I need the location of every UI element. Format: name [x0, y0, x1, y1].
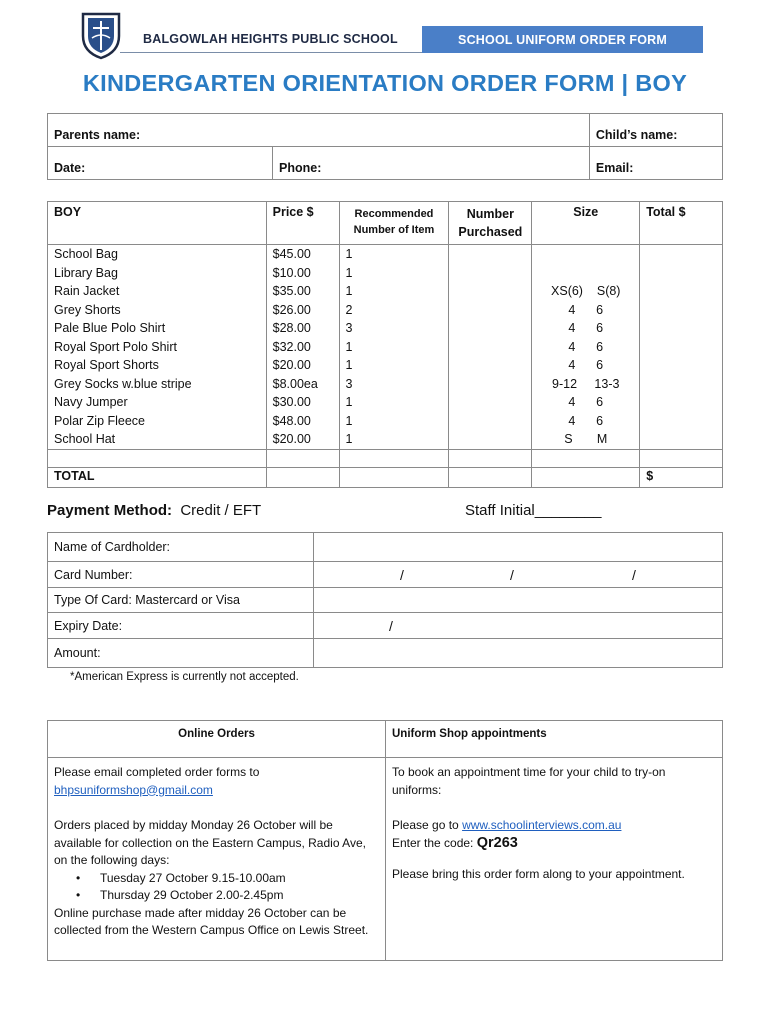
- size-column[interactable]: [532, 245, 640, 450]
- card-number-separator: /: [632, 566, 636, 583]
- size-options: 4 6: [568, 302, 604, 317]
- item-name: Grey Socks w.blue stripe: [54, 376, 192, 391]
- collection-date: • Tuesday 27 October 9.15-10.00am: [78, 870, 379, 888]
- item-name: Rain Jacket: [54, 284, 120, 298]
- item-price: $26.00: [272, 302, 311, 317]
- item-price: $32.00: [272, 339, 311, 354]
- recommended-count: 3: [345, 376, 353, 391]
- expiry-input[interactable]: [314, 613, 723, 639]
- item-price: $30.00: [272, 395, 311, 409]
- appointment-intro: To book an appointment time for your child to try-on uniforms:: [392, 765, 666, 797]
- col-header-total: Total $: [640, 202, 723, 245]
- item-name: Royal Sport Shorts: [54, 358, 159, 372]
- size-options: 9-12 13-3: [552, 376, 620, 391]
- collection-dates-list: [54, 870, 379, 905]
- size-options: 4 6: [568, 413, 604, 428]
- item-price: $45.00: [272, 247, 311, 261]
- item-names-column: [48, 245, 267, 450]
- card-type-input[interactable]: [314, 588, 723, 613]
- staff-initial-field[interactable]: Staff Initial________: [465, 502, 602, 519]
- uniform-shop-email-link[interactable]: bhpsuniformshop@gmail.com: [54, 782, 213, 797]
- cardholder-input[interactable]: [314, 533, 723, 562]
- size-options: 4 6: [568, 321, 604, 335]
- grand-total-field[interactable]: $: [640, 467, 723, 487]
- item-name: Royal Sport Polo Shirt: [54, 339, 177, 354]
- amex-note: *American Express is currently not accepted.: [70, 671, 299, 683]
- total-label: TOTAL: [48, 467, 267, 487]
- total-row: [48, 467, 723, 487]
- card-number-label: Card Number:: [48, 562, 314, 588]
- recommended-count: 1: [345, 339, 353, 354]
- item-price: $48.00: [272, 413, 311, 428]
- amount-input[interactable]: [314, 639, 723, 668]
- size-options: 4 6: [568, 395, 604, 409]
- date-field[interactable]: Date:: [48, 147, 273, 180]
- item-price: $8.00ea: [272, 376, 318, 391]
- online-orders-header: Online Orders: [48, 721, 386, 758]
- online-orders-intro: Please email completed order forms to: [54, 765, 260, 779]
- recommended-count: 1: [345, 247, 353, 261]
- size-options: [538, 264, 633, 283]
- phone-field[interactable]: Phone:: [273, 147, 590, 180]
- col-header-purchased: Number Purchased: [449, 202, 532, 245]
- late-order-info: Online purchase made after midday 26 October can be collected from the Western Campus Office on Lewis Street.: [54, 905, 369, 937]
- col-header-size: Size: [532, 202, 640, 245]
- school-crest-logo: [80, 10, 122, 60]
- col-header-item: BOY: [48, 202, 267, 245]
- bring-form-note: Please bring this order form along to your appointment.: [392, 867, 685, 881]
- online-orders-body: [48, 758, 386, 961]
- col-header-price: Price $: [266, 202, 339, 245]
- item-name: Library Bag: [54, 265, 118, 280]
- booking-code: Qr263: [476, 834, 518, 851]
- expiry-separator: /: [389, 617, 393, 634]
- form-type-banner: SCHOOL UNIFORM ORDER FORM: [422, 26, 703, 53]
- card-number-separator: /: [400, 566, 404, 583]
- item-prices-column: [266, 245, 339, 450]
- size-options: 4 6: [568, 339, 604, 354]
- blank-row: [48, 449, 723, 467]
- collection-date: • Thursday 29 October 2.00-2.45pm: [78, 887, 379, 905]
- amount-label: Amount:: [48, 639, 314, 668]
- uniform-items-table: [47, 201, 723, 488]
- contact-info-table: [47, 113, 723, 180]
- size-options: 4 6: [568, 358, 604, 372]
- ordering-info-table: [47, 720, 723, 961]
- number-purchased-field[interactable]: [449, 245, 532, 450]
- line-total-field[interactable]: [640, 245, 723, 450]
- expiry-label: Expiry Date:: [48, 613, 314, 639]
- item-name: School Hat: [54, 432, 116, 446]
- item-name: Polar Zip Fleece: [54, 413, 146, 428]
- recommended-column: [339, 245, 449, 450]
- uniform-shop-body: To book an appointment time for your child to try-on uniforms: Please go to www.schoolinterviews.com.au Enter the code: Qr263 Please bring this order form along to your appointment.: [386, 758, 723, 961]
- size-options: XS(6) S(8): [551, 284, 621, 298]
- cardholder-label: Name of Cardholder:: [48, 533, 314, 562]
- items-header-row: [48, 202, 723, 245]
- item-name: Navy Jumper: [54, 395, 128, 409]
- card-number-separator: /: [510, 566, 514, 583]
- size-options: [538, 245, 633, 264]
- payment-method-value: Credit / EFT: [172, 502, 262, 519]
- recommended-count: 1: [345, 413, 353, 428]
- school-interviews-link[interactable]: www.schoolinterviews.com.au: [462, 818, 622, 832]
- recommended-count: 1: [345, 265, 353, 280]
- card-number-input[interactable]: [314, 562, 723, 588]
- recommended-count: 1: [345, 358, 353, 372]
- items-body-row: [48, 245, 723, 450]
- size-options: S M: [564, 432, 608, 446]
- page-title: KINDERGARTEN ORIENTATION ORDER FORM | BOY: [82, 70, 688, 96]
- card-type-label: Type Of Card: Mastercard or Visa: [48, 588, 314, 613]
- col-header-recommended: Recommended Number of Item: [339, 202, 449, 245]
- recommended-count: 1: [345, 432, 353, 446]
- header-rule: [120, 52, 422, 53]
- item-price: $28.00: [272, 321, 311, 335]
- recommended-count: 2: [345, 302, 353, 317]
- email-field[interactable]: Email:: [589, 147, 722, 180]
- card-details-table: [47, 532, 723, 668]
- item-price: $35.00: [272, 284, 311, 298]
- recommended-count: 3: [345, 321, 353, 335]
- childs-name-field[interactable]: Child’s name:: [589, 114, 722, 147]
- parents-name-field[interactable]: Parents name:: [48, 114, 590, 147]
- item-name: Pale Blue Polo Shirt: [54, 321, 166, 335]
- item-name: Grey Shorts: [54, 302, 121, 317]
- item-price: $10.00: [272, 265, 311, 280]
- recommended-count: 1: [345, 395, 353, 409]
- item-name: School Bag: [54, 247, 118, 261]
- school-name: BALGOWLAH HEIGHTS PUBLIC SCHOOL: [143, 32, 398, 46]
- item-price: $20.00: [272, 432, 311, 446]
- uniform-shop-header: Uniform Shop appointments: [386, 721, 723, 758]
- payment-method-label: Payment Method:: [47, 502, 173, 519]
- recommended-count: 1: [345, 284, 353, 298]
- payment-method: [47, 502, 261, 519]
- item-price: $20.00: [272, 358, 311, 372]
- collection-info: Orders placed by midday Monday 26 October will be available for collection on the Eastern Campus, Radio Ave, on the following days:: [54, 818, 366, 867]
